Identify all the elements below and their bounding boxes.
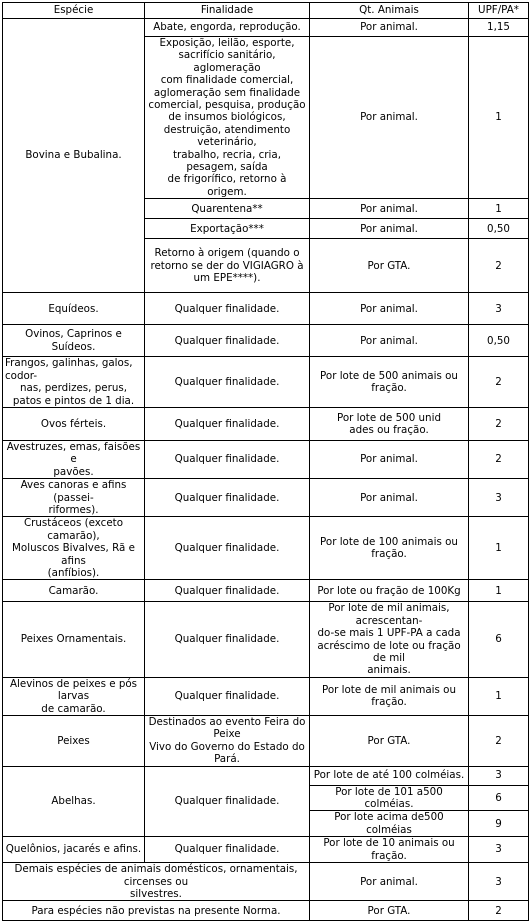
qt-cell: Por animal.: [310, 37, 469, 199]
finalidade-cell: Qualquer finalidade.: [145, 677, 310, 715]
especie-cell: Ovos férteis.: [3, 407, 145, 440]
finalidade-cell: [145, 239, 310, 293]
text-line: Demais espécies de animais domésticos, ornamentais, circenses ou: [14, 863, 298, 888]
header-qt-animais: Qt. Animais: [310, 3, 469, 19]
qt-cell: Por lote de 500 animais ou fração.: [310, 357, 469, 408]
upf-cell: 3: [469, 766, 529, 785]
text-line: sacrifício sanitário, aglomeração: [178, 49, 276, 74]
text-line: (anfíbios).: [47, 566, 100, 579]
table-row: [3, 766, 529, 785]
qt-cell: Por GTA.: [310, 901, 469, 921]
text-line: Moluscos Bivalves, Rã e afins: [12, 542, 135, 567]
table-row: [3, 357, 529, 408]
upf-cell: 2: [469, 716, 529, 767]
text-line: retorno se der do VIGIAGRO à: [150, 259, 304, 272]
header-especie: Espécie: [3, 3, 145, 19]
text-line: Avestruzes, emas, faisões e: [6, 440, 141, 466]
finalidade-cell: Qualquer finalidade.: [145, 440, 310, 478]
finalidade-cell: Abate, engorda, reprodução.: [145, 19, 310, 37]
upf-cell: 1: [469, 199, 529, 219]
finalidade-cell: Exportação***: [145, 219, 310, 239]
text-line: um EPE****).: [193, 271, 261, 284]
upf-cell: 0,50: [469, 219, 529, 239]
table-row: [3, 837, 529, 863]
especie-cell: Equídeos.: [3, 293, 145, 325]
qt-cell: Por lote acima de500 colméias: [310, 811, 469, 837]
finalidade-cell: Qualquer finalidade.: [145, 766, 310, 837]
text-line: Por lote de mil animais, acrescentan-: [328, 602, 450, 627]
text-line: de frigorífico, retorno à origem.: [167, 173, 287, 198]
especie-cell: [3, 677, 145, 715]
upf-cell: 3: [469, 863, 529, 901]
text-line: trabalho, recria, cria, pesagem, saída: [173, 148, 281, 174]
finalidade-cell: Qualquer finalidade.: [145, 479, 310, 517]
text-line: comercial, pesquisa, produção: [148, 99, 306, 112]
text-line: Retorno à origem (quando o: [154, 247, 300, 260]
finalidade-cell: Qualquer finalidade.: [145, 407, 310, 440]
finalidade-cell: Quarentena**: [145, 199, 310, 219]
text-line: Frangos, galinhas, galos, codor-: [5, 357, 133, 382]
text-line: silvestres.: [130, 887, 182, 900]
finalidade-cell: Qualquer finalidade.: [145, 602, 310, 677]
text-line: Vivo do Governo do Estado do Pará.: [149, 740, 305, 766]
especie-cell: Camarão.: [3, 580, 145, 602]
upf-cell: 1,15: [469, 19, 529, 37]
upf-cell: 0,50: [469, 325, 529, 357]
especie-cell: Peixes Ornamentais.: [3, 602, 145, 677]
especie-cell: Bovina e Bubalina.: [3, 19, 145, 293]
qt-cell: Por animal.: [310, 19, 469, 37]
qt-cell: Por animal.: [310, 199, 469, 219]
upf-cell: 3: [469, 479, 529, 517]
finalidade-cell: Qualquer finalidade.: [145, 357, 310, 408]
text-line: Aves canoras e afins (passei-: [20, 479, 127, 504]
table-row: [3, 602, 529, 677]
qt-cell: Por animal.: [310, 293, 469, 325]
qt-cell: [310, 407, 469, 440]
upf-cell: 2: [469, 239, 529, 293]
table-row: [3, 325, 529, 357]
text-line: patos e pintos de 1 dia.: [12, 394, 135, 407]
especie-cell: Para espécies não previstas na presente Norma.: [3, 901, 310, 921]
qt-cell: Por lote de 101 a500 colméias.: [310, 785, 469, 811]
text-line: riformes).: [48, 503, 99, 516]
upf-cell: 2: [469, 901, 529, 921]
upf-cell: 6: [469, 602, 529, 677]
table-row: [3, 440, 529, 478]
upf-cell: 2: [469, 357, 529, 408]
text-line: aglomeração sem finalidade: [153, 86, 301, 99]
especie-cell: Ovinos, Caprinos e Suídeos.: [3, 325, 145, 357]
finalidade-cell: Qualquer finalidade.: [145, 837, 310, 863]
qt-cell: Por lote ou fração de 100Kg: [310, 580, 469, 602]
qt-cell: Por animal.: [310, 440, 469, 478]
table-row: [3, 517, 529, 580]
especie-cell: Quelônios, jacarés e afins.: [3, 837, 145, 863]
fee-table: [2, 2, 529, 921]
especie-cell: [3, 517, 145, 580]
upf-cell: 2: [469, 440, 529, 478]
table-row: [3, 901, 529, 921]
table-row: [3, 863, 529, 901]
qt-cell: Por lote de 100 animais ou fração.: [310, 517, 469, 580]
text-line: do-se mais 1 UPF-PA a cada: [317, 627, 461, 640]
upf-cell: 3: [469, 837, 529, 863]
text-line: ades ou fração.: [349, 423, 429, 436]
header-upf-pa: UPF/PA*: [469, 3, 529, 19]
finalidade-cell: Qualquer finalidade.: [145, 517, 310, 580]
especie-cell: Peixes: [3, 716, 145, 767]
qt-cell: Por animal.: [310, 863, 469, 901]
qt-cell: Por animal.: [310, 479, 469, 517]
especie-cell: [3, 863, 310, 901]
finalidade-cell: Qualquer finalidade.: [145, 580, 310, 602]
text-line: Alevinos de peixes e pós larvas: [9, 677, 138, 703]
upf-cell: 6: [469, 785, 529, 811]
upf-cell: 9: [469, 811, 529, 837]
text-line: animais.: [367, 664, 411, 677]
qt-cell: Por lote de 10 animais ou fração.: [310, 837, 469, 863]
upf-cell: 1: [469, 517, 529, 580]
text-line: Crustáceos (exceto camarão),: [23, 517, 123, 542]
text-line: pavões.: [53, 465, 94, 478]
text-line: acréscimo de lote ou fração de mil: [317, 639, 461, 664]
table-row: [3, 479, 529, 517]
table-row: [3, 716, 529, 767]
text-line: Destinados ao evento Feira do Peixe: [148, 716, 306, 741]
text-line: de camarão.: [41, 702, 106, 715]
text-line: de insumos biológicos,: [168, 111, 286, 124]
table-row: [3, 407, 529, 440]
qt-cell: Por lote de mil animais ou fração.: [310, 677, 469, 715]
especie-cell: Abelhas.: [3, 766, 145, 837]
qt-cell: Por GTA.: [310, 239, 469, 293]
upf-cell: 1: [469, 37, 529, 199]
header-row: [3, 3, 529, 19]
upf-cell: 3: [469, 293, 529, 325]
qt-cell: Por lote de até 100 colméias.: [310, 766, 469, 785]
text-line: Exposição, leilão, esporte,: [159, 37, 295, 49]
finalidade-cell: Qualquer finalidade.: [145, 293, 310, 325]
qt-cell: Por GTA.: [310, 716, 469, 767]
finalidade-cell: [145, 716, 310, 767]
table-row: [3, 19, 529, 37]
especie-cell: [3, 440, 145, 478]
qt-cell: Por animal.: [310, 219, 469, 239]
upf-cell: 1: [469, 677, 529, 715]
upf-cell: 2: [469, 407, 529, 440]
especie-cell: [3, 479, 145, 517]
table-row: [3, 293, 529, 325]
especie-cell: [3, 357, 145, 408]
qt-cell: Por animal.: [310, 325, 469, 357]
finalidade-cell: Qualquer finalidade.: [145, 325, 310, 357]
table-row: [3, 580, 529, 602]
text-line: Por lote de 500 unid: [337, 411, 441, 424]
text-line: destruição, atendimento veterinário,: [163, 123, 291, 149]
header-finalidade: Finalidade: [145, 3, 310, 19]
table-row: [3, 677, 529, 715]
text-line: nas, perdizes, perus,: [20, 382, 127, 395]
upf-cell: 1: [469, 580, 529, 602]
qt-cell: [310, 602, 469, 677]
finalidade-cell: [145, 37, 310, 199]
text-line: com finalidade comercial,: [160, 74, 294, 87]
